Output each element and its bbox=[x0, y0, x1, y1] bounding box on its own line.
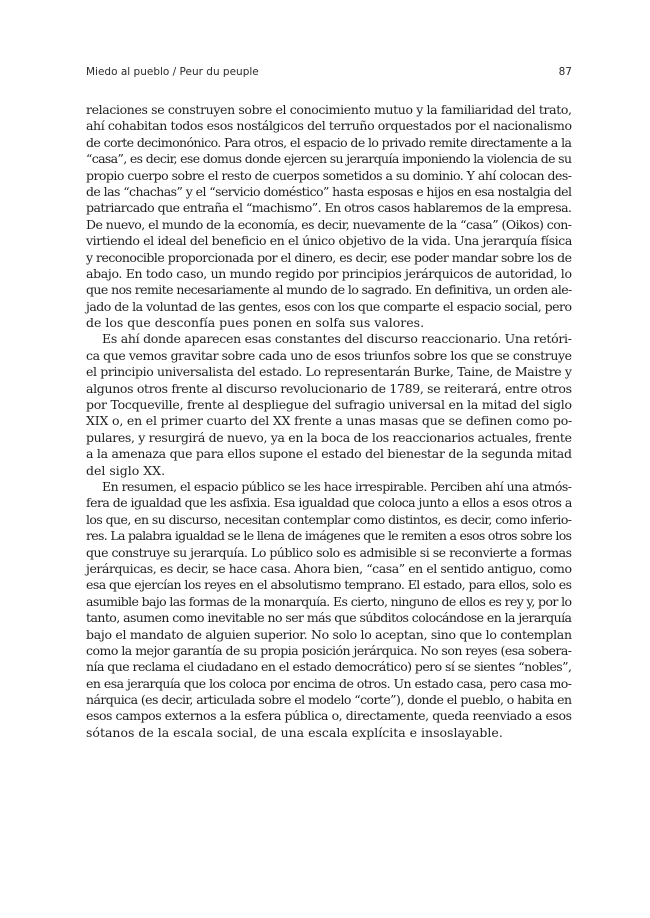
text-line: jerárquicas, es decir, se hace casa. Ahora bien, “casa” en el sentido antiguo, como bbox=[86, 560, 572, 576]
text-line: en esa jerarquía que los coloca por encima de otros. Un estado casa, pero casa mo- bbox=[86, 675, 572, 691]
page-number: 87 bbox=[558, 66, 572, 78]
text-line: por Tocqueville, frente al despliegue del sufragio universal en la mitad del siglo bbox=[86, 397, 572, 413]
paragraph bbox=[86, 331, 572, 479]
text-line: De nuevo, el mundo de la economía, es decir, nuevamente de la “casa” (Oikos) con- bbox=[86, 216, 572, 232]
running-header bbox=[86, 66, 572, 82]
text-line: a la amenaza que para ellos supone el estado del bienestar de la segunda mitad bbox=[86, 446, 572, 462]
paragraph bbox=[86, 102, 572, 331]
text-line: el principio universalista del estado. Lo representarán Burke, Taine, de Maistre y bbox=[86, 364, 572, 380]
text-line: de corte decimonónico. Para otros, el espacio de lo privado remite directamente a la bbox=[86, 134, 572, 150]
text-line: nárquica (es decir, articulada sobre el modelo “corte”), donde el pueblo, o habita en bbox=[86, 692, 572, 708]
text-line: que construye su jerarquía. Lo público solo es admisible si se reconvierte a formas bbox=[86, 544, 572, 560]
text-line: de las “chachas” y el “servicio doméstico” hasta esposas e hijos en esa nostalgia del bbox=[86, 183, 572, 199]
text-line: tanto, asumen como inevitable no ser más que súbditos colocándose en la jerarquía bbox=[86, 610, 572, 626]
text-line: res. La palabra igualdad se le llena de imágenes que le remiten a esos otros sobre los bbox=[86, 528, 572, 544]
paragraph bbox=[86, 479, 572, 741]
text-line: y reconocible proporcionada por el dinero, es decir, ese poder mandar sobre los de bbox=[86, 249, 572, 265]
text-line: XIX o, en el primer cuarto del XX frente a unas masas que se definen como po- bbox=[86, 413, 573, 429]
text-line: abajo. En todo caso, un mundo regido por principios jerárquicos de autoridad, lo bbox=[86, 265, 572, 281]
text-line: los que, en su discurso, necesitan contemplar como distintos, es decir, como inferio- bbox=[86, 511, 572, 527]
text-line: “casa”, es decir, ese domus donde ejercen su jerarquía imponiendo la violencia de su bbox=[86, 151, 572, 167]
text-line: asumible bajo las formas de la monarquía. Es cierto, ninguno de ellos es rey y, por lo bbox=[86, 593, 572, 609]
text-line: algunos otros frente al discurso revolucionario de 1789, se reiterará, entre otros bbox=[86, 380, 572, 396]
text-line: propio cuerpo sobre el resto de cuerpos sometidos a su dominio. Y ahí colocan des- bbox=[86, 167, 572, 183]
text-line: pulares, y resurgirá de nuevo, ya en la boca de los reaccionarios actuales, frente bbox=[86, 429, 572, 445]
text-line: esa que ejercían los reyes en el absolutismo temprano. El estado, para ellos, solo es bbox=[86, 577, 572, 593]
text-line: virtiendo el ideal del beneficio en el único objetivo de la vida. Una jerarquía física bbox=[86, 233, 572, 249]
text-line: que nos remite necesariamente al mundo de lo sagrado. En definitiva, un orden ale- bbox=[86, 282, 572, 298]
text-line: sótanos de la escala social, de una escala explícita e insoslayable. bbox=[86, 724, 503, 740]
text-line: jado de la voluntad de las gentes, esos con los que comparte el espacio social, pero bbox=[86, 298, 572, 314]
text-line: del siglo XX. bbox=[86, 462, 166, 478]
text-line: esos campos externos a la esfera pública o, directamente, queda reenviado a esos bbox=[86, 708, 572, 724]
text-line: relaciones se construyen sobre el conocimiento mutuo y la familiaridad del trato, bbox=[86, 102, 572, 117]
text-line: En resumen, el espacio público se les hace irrespirable. Perciben ahí una atmós- bbox=[102, 478, 572, 494]
text-line: nía que reclama el ciudadano en el estado democrático) pero sí se sientes “nobles”, bbox=[86, 659, 572, 675]
text-line: patriarcado que entraña el “machismo”. En otros casos hablaremos de la empresa. bbox=[86, 200, 572, 216]
text-line: como la mejor garantía de su propia posición jerárquica. No son reyes (esa sobera- bbox=[86, 642, 572, 658]
text-line: fera de igualdad que les asfixia. Esa igualdad que coloca junto a ellos a esos otros a bbox=[86, 495, 572, 511]
text-line: ca que vemos gravitar sobre cada uno de esos triunfos sobre los que se construye bbox=[86, 347, 572, 363]
text-line: ahí cohabitan todos esos nostálgicos del terruño orquestados por el nacionalismo bbox=[86, 118, 572, 134]
text-line: bajo el mandato de alguien superior. No solo lo aceptan, sino que lo contemplan bbox=[86, 626, 572, 642]
body-text bbox=[86, 102, 572, 741]
text-line: de los que desconfía pues ponen en solfa sus valores. bbox=[86, 315, 425, 331]
text-line: Es ahí donde aparecen esas constantes del discurso reaccionario. Una retóri- bbox=[102, 331, 572, 347]
running-title: Miedo al pueblo / Peur du peuple bbox=[86, 66, 259, 78]
